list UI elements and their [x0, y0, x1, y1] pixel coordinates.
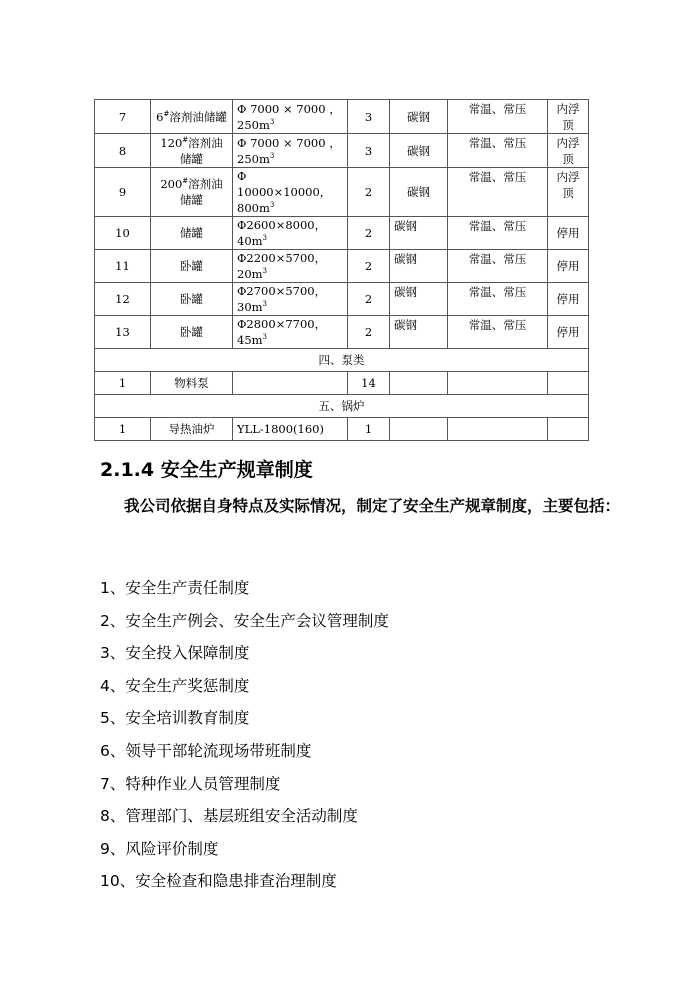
section-boiler: 五、锅炉 — [95, 395, 589, 418]
cell-condition: 常温、常压 — [448, 217, 548, 250]
equipment-table — [94, 99, 589, 441]
cell-qty: 2 — [348, 250, 390, 283]
cell-condition: 常温、常压 — [448, 100, 548, 134]
cell-qty: 2 — [348, 168, 390, 217]
cell-no: 8 — [95, 134, 151, 168]
cell-no: 1 — [95, 418, 151, 441]
cell-no: 7 — [95, 100, 151, 134]
cell-qty: 3 — [348, 100, 390, 134]
table-section-row — [95, 395, 589, 418]
table-row — [95, 100, 589, 134]
cell-condition — [448, 372, 548, 395]
cell-name: 物料泵 — [151, 372, 233, 395]
cell-name: 6#溶剂油储罐 — [151, 100, 233, 134]
cell-remark: 停用 — [548, 250, 589, 283]
list-item: 4、安全生产奖惩制度 — [100, 676, 250, 695]
cell-remark: 内浮顶 — [548, 134, 589, 168]
cell-qty: 14 — [348, 372, 390, 395]
cell-no: 9 — [95, 168, 151, 217]
list-item: 7、特种作业人员管理制度 — [100, 774, 281, 793]
cell-name: 卧罐 — [151, 316, 233, 349]
cell-remark — [548, 418, 589, 441]
cell-no: 11 — [95, 250, 151, 283]
cell-spec: Φ 7000 × 7000 ，$250m^3$ — [233, 134, 348, 168]
table-row — [95, 418, 589, 441]
cell-spec: Φ 10000×10000，$800m^3$ — [233, 168, 348, 217]
table-row — [95, 316, 589, 349]
rules-list — [100, 575, 389, 901]
cell-name: 储罐 — [151, 217, 233, 250]
cell-remark: 内浮顶 — [548, 100, 589, 134]
cell-condition: 常温、常压 — [448, 316, 548, 349]
cell-material — [390, 372, 448, 395]
cell-condition — [448, 418, 548, 441]
table-row — [95, 283, 589, 316]
cell-condition: 常温、常压 — [448, 168, 548, 217]
cell-no: 12 — [95, 283, 151, 316]
cell-spec — [233, 372, 348, 395]
cell-remark: 停用 — [548, 283, 589, 316]
list-item: 6、领导干部轮流现场带班制度 — [100, 741, 312, 760]
cell-material: 碳钢 — [390, 316, 448, 349]
cell-material: 碳钢 — [390, 283, 448, 316]
cell-name: 卧罐 — [151, 283, 233, 316]
cell-remark — [548, 372, 589, 395]
cell-spec: Φ2200×5700，$20m^3$ — [233, 250, 348, 283]
table-row — [95, 250, 589, 283]
cell-qty: 1 — [348, 418, 390, 441]
list-item: 5、安全培训教育制度 — [100, 709, 250, 728]
cell-qty: 2 — [348, 316, 390, 349]
cell-name: 卧罐 — [151, 250, 233, 283]
list-item: 2、安全生产例会、安全生产会议管理制度 — [100, 611, 389, 630]
cell-material: 碳钢 — [390, 250, 448, 283]
section-pumps: 四、泵类 — [95, 349, 589, 372]
cell-no: 13 — [95, 316, 151, 349]
cell-spec: Φ2700×5700，$30m^3$ — [233, 283, 348, 316]
cell-material — [390, 418, 448, 441]
cell-name: 200#溶剂油储罐 — [151, 168, 233, 217]
cell-condition: 常温、常压 — [448, 250, 548, 283]
cell-spec: Φ2800×7700，$45m^3$ — [233, 316, 348, 349]
section-heading: 2.1.4 安全生产规章制度 — [100, 459, 313, 481]
section-intro: 我公司依据自身特点及实际情况，制定了安全生产规章制度，主要包括： — [124, 497, 621, 515]
list-item: 10、安全检查和隐患排查治理制度 — [100, 872, 337, 891]
cell-material: 碳钢 — [390, 134, 448, 168]
cell-qty: 2 — [348, 217, 390, 250]
table-row — [95, 372, 589, 395]
cell-material: 碳钢 — [390, 168, 448, 217]
table-section-row — [95, 349, 589, 372]
list-item: 9、风险评价制度 — [100, 839, 219, 858]
list-item: 3、安全投入保障制度 — [100, 644, 250, 663]
cell-condition: 常温、常压 — [448, 134, 548, 168]
cell-condition: 常温、常压 — [448, 283, 548, 316]
cell-spec: YLL-1800(160) — [233, 418, 348, 441]
cell-name: 导热油炉 — [151, 418, 233, 441]
table-row — [95, 217, 589, 250]
cell-spec: Φ2600×8000，$40m^3$ — [233, 217, 348, 250]
cell-no: 1 — [95, 372, 151, 395]
cell-spec: Φ 7000 × 7000 ，$250m^3$ — [233, 100, 348, 134]
table-row — [95, 168, 589, 217]
cell-qty: 2 — [348, 283, 390, 316]
cell-remark: 内浮顶 — [548, 168, 589, 217]
cell-qty: 3 — [348, 134, 390, 168]
list-item: 1、安全生产责任制度 — [100, 579, 250, 597]
cell-material: 碳钢 — [390, 217, 448, 250]
cell-remark: 停用 — [548, 217, 589, 250]
table-row — [95, 134, 589, 168]
cell-no: 10 — [95, 217, 151, 250]
list-item: 8、管理部门、基层班组安全活动制度 — [100, 807, 358, 826]
cell-material: 碳钢 — [390, 100, 448, 134]
cell-remark: 停用 — [548, 316, 589, 349]
cell-name: 120#溶剂油储罐 — [151, 134, 233, 168]
